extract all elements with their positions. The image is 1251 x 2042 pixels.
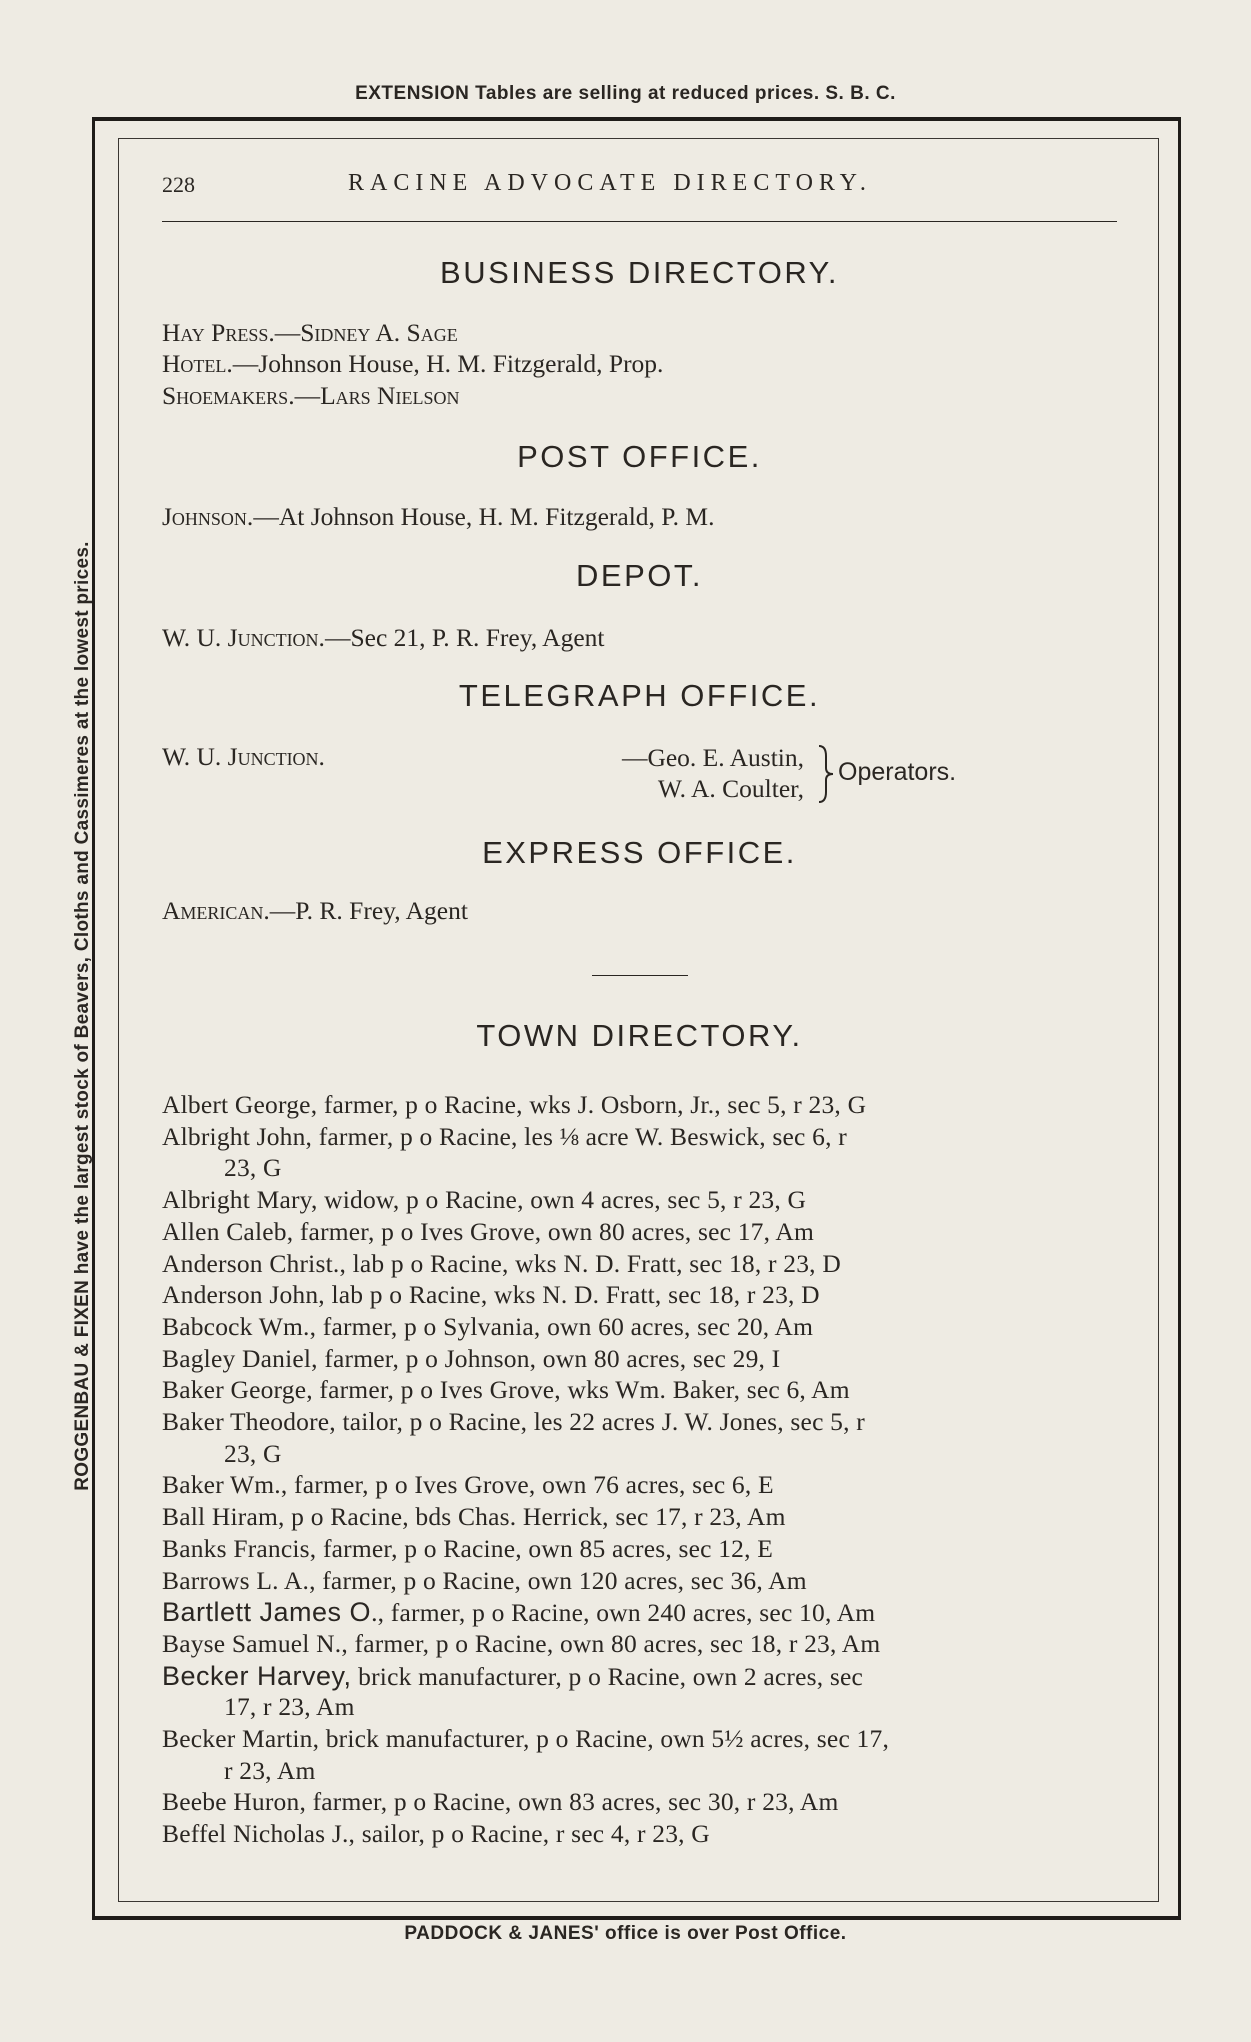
list-item-continuation xyxy=(224,1153,282,1183)
operators-label: Operators. xyxy=(838,758,957,786)
entry-text: —At Johnson House, H. M. Fitzgerald, P. M. xyxy=(253,502,715,531)
entry-category: W. U. Junction. xyxy=(162,742,325,771)
list-item-text: Albright Mary, widow, p o Racine, own 4 acres, sec 5, r 23, G xyxy=(162,1185,807,1215)
bottom-advertisement: PADDOCK & JANES' office is over Post Office. xyxy=(404,1923,847,1944)
entry-category: Hay Press. xyxy=(162,318,275,347)
depot-entry xyxy=(162,623,605,653)
list-item-text: 23, G xyxy=(224,1438,282,1468)
list-item xyxy=(162,1597,875,1628)
list-item-text: Baker Wm., farmer, p o Ives Grove, own 76 acres, sec 6, E xyxy=(162,1470,774,1500)
list-item xyxy=(162,1502,786,1532)
list-item xyxy=(162,1566,807,1596)
right-brace-icon xyxy=(816,742,836,806)
list-item xyxy=(162,1185,806,1215)
entry-category: Johnson. xyxy=(162,502,254,531)
list-item xyxy=(162,1122,847,1152)
list-item-text: Anderson John, lab p o Racine, wks N. D. Fratt, sec 18, r 23, D xyxy=(162,1280,820,1310)
operator-name: —Geo. E. Austin, xyxy=(621,743,804,772)
list-item-text: Babcock Wm., farmer, p o Sylvania, own 60 acres, sec 20, Am xyxy=(162,1311,814,1341)
list-item xyxy=(162,1375,850,1405)
list-item xyxy=(162,1344,780,1374)
list-item xyxy=(162,1534,773,1564)
list-item-text: Barrows L. A., farmer, p o Racine, own 120 acres, sec 36, Am xyxy=(162,1565,807,1595)
business-entry-shoemakers xyxy=(162,381,459,411)
list-item-text: Ball Hiram, p o Racine, bds Chas. Herrick, sec 17, r 23, Am xyxy=(162,1502,786,1532)
telegraph-office-entry xyxy=(162,742,957,812)
entry-text: —Lars Nielson xyxy=(294,381,460,410)
list-item-text: Bagley Daniel, farmer, p o Johnson, own 80 acres, sec 29, I xyxy=(162,1343,781,1373)
entry-category: W. U. Junction. xyxy=(162,623,325,652)
post-office-heading: POST OFFICE. xyxy=(517,439,762,474)
list-item-name: Bartlett James O xyxy=(162,1597,372,1628)
header-rule xyxy=(162,221,1117,222)
list-item xyxy=(162,1407,865,1437)
list-item-continuation xyxy=(224,1692,355,1722)
list-item-text: Allen Caleb, farmer, p o Ives Grove, own 80 acres, sec 17, Am xyxy=(162,1216,815,1246)
side-advertisement: ROGGENBAU & FIXEN have the largest stock of Beavers, Cloths and Cassimeres at the lowest prices. xyxy=(72,541,93,1491)
entry-text: —Sidney A. Sage xyxy=(274,318,458,347)
list-item-text: Banks Francis, farmer, p o Racine, own 85 acres, sec 12, E xyxy=(162,1533,774,1563)
list-item-continuation xyxy=(224,1756,316,1786)
entry-text: —Johnson House, H. M. Fitzgerald, Prop. xyxy=(232,349,664,378)
list-item-text: Baker George, farmer, p o Ives Grove, wks Wm. Baker, sec 6, Am xyxy=(162,1375,850,1405)
list-item-text: brick manufacturer, p o Racine, own 2 acres, sec xyxy=(351,1661,864,1691)
entry-text: —P. R. Frey, Agent xyxy=(269,896,468,925)
entry-category: Hotel. xyxy=(162,349,233,378)
business-entry-hay-press xyxy=(162,318,458,348)
top-advertisement: EXTENSION Tables are selling at reduced prices. S. B. C. xyxy=(355,83,896,104)
list-item xyxy=(162,1217,814,1247)
express-office-heading: EXPRESS OFFICE. xyxy=(482,835,797,870)
entry-category: Shoemakers. xyxy=(162,381,295,410)
running-title: RACINE ADVOCATE DIRECTORY. xyxy=(348,170,872,196)
list-item-continuation xyxy=(224,1439,282,1469)
list-item xyxy=(162,1249,841,1279)
list-item-text: ., farmer, p o Racine, own 240 acres, sec 10, Am xyxy=(371,1598,876,1628)
list-item-name: Becker Harvey, xyxy=(162,1660,352,1691)
list-item xyxy=(162,1629,880,1659)
list-item xyxy=(162,1819,710,1849)
list-item-text: Becker Martin, brick manufacturer, p o Racine, own 5½ acres, sec 17, xyxy=(162,1724,890,1753)
business-entry-hotel xyxy=(162,349,663,379)
list-item-text: Beffel Nicholas J., sailor, p o Racine, r sec 4, r 23, G xyxy=(162,1819,710,1849)
entry-text: —Sec 21, P. R. Frey, Agent xyxy=(324,623,605,652)
depot-heading: DEPOT. xyxy=(576,558,703,593)
list-item xyxy=(162,1661,863,1692)
list-item xyxy=(162,1787,839,1817)
list-item-text: Bayse Samuel N., farmer, p o Racine, own 80 acres, sec 18, r 23, Am xyxy=(162,1628,881,1658)
list-item-text: Beebe Huron, farmer, p o Racine, own 83 acres, sec 30, r 23, Am xyxy=(162,1787,839,1817)
page-header xyxy=(162,168,1117,204)
town-directory-heading: TOWN DIRECTORY. xyxy=(476,1018,803,1053)
list-item-text: 23, G xyxy=(224,1153,282,1183)
list-item-text: Albright John, farmer, p o Racine, les ⅛ acre W. Beswick, sec 6, r xyxy=(162,1121,847,1151)
page-number: 228 xyxy=(162,172,195,197)
list-item xyxy=(162,1724,889,1754)
operator-name: W. A. Coulter, xyxy=(657,774,804,803)
list-item-text: 17, r 23, Am xyxy=(224,1692,355,1722)
list-item-text: Anderson Christ., lab p o Racine, wks N. D. Fratt, sec 18, r 23, D xyxy=(162,1248,841,1278)
list-item xyxy=(162,1090,866,1120)
operator-names xyxy=(432,742,804,804)
telegraph-office-heading: TELEGRAPH OFFICE. xyxy=(458,678,821,713)
list-item xyxy=(162,1312,813,1342)
list-item-text: Baker Theodore, tailor, p o Racine, les 22 acres J. W. Jones, sec 5, r xyxy=(162,1407,865,1436)
section-divider-rule xyxy=(592,975,688,976)
express-office-entry xyxy=(162,896,468,926)
post-office-entry xyxy=(162,502,714,532)
entry-category: American. xyxy=(162,896,270,925)
list-item-text: Albert George, farmer, p o Racine, wks J. Osborn, Jr., sec 5, r 23, G xyxy=(162,1090,867,1119)
list-item xyxy=(162,1470,774,1500)
list-item-text: r 23, Am xyxy=(224,1755,316,1785)
list-item xyxy=(162,1280,820,1310)
business-directory-heading: BUSINESS DIRECTORY. xyxy=(440,255,839,290)
